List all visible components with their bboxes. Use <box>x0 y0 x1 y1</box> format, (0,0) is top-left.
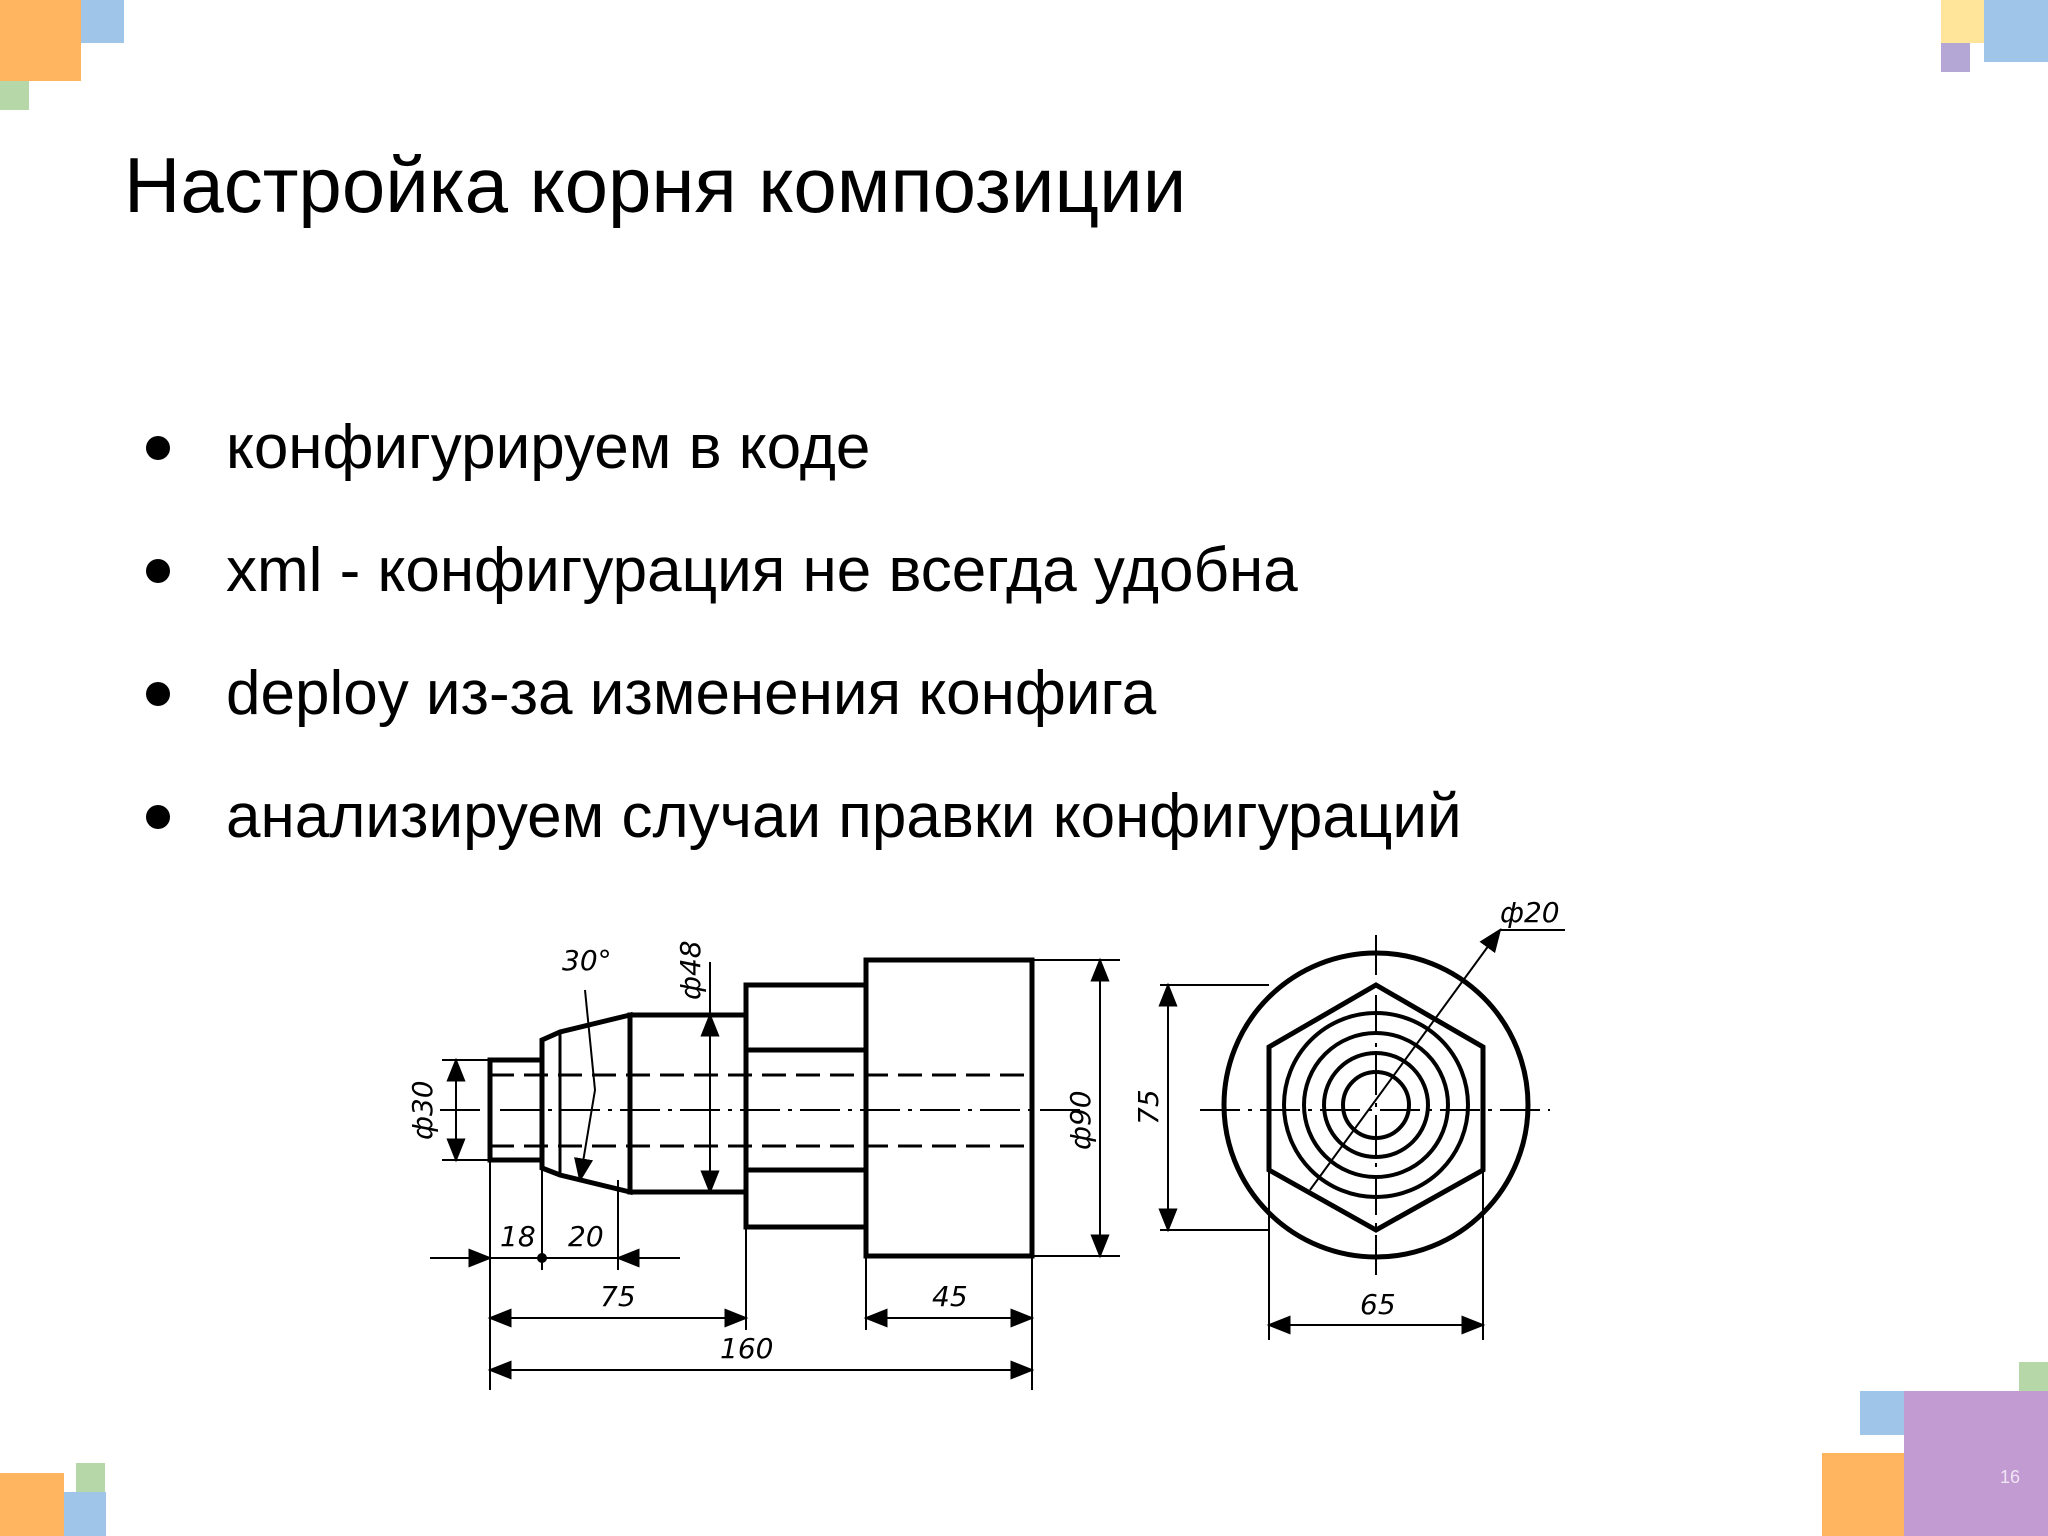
dimension-labels <box>406 896 1560 1365</box>
front-view <box>1160 930 1565 1340</box>
dim-len75: 75 <box>600 1280 636 1313</box>
dim-len45: 45 <box>932 1280 968 1313</box>
dim-len18: 18 <box>500 1220 536 1253</box>
bullet-list <box>140 400 1462 892</box>
side-view <box>430 960 1120 1390</box>
dim-w65: 65 <box>1360 1288 1396 1321</box>
corner-square-lavender-br <box>1904 1391 2048 1536</box>
shaft-mid-section <box>630 1015 746 1192</box>
bullet-item: конфигурируем в коде <box>140 400 1462 523</box>
dim-len160: 160 <box>720 1332 774 1365</box>
dim-d90: ф90 <box>1064 1090 1097 1150</box>
bullet-dot <box>146 805 170 829</box>
corner-square-blue-tl <box>81 0 124 43</box>
dim-d30: ф30 <box>406 1080 439 1140</box>
dim-angle: 30° <box>562 944 612 977</box>
dim-len20: 20 <box>568 1220 604 1253</box>
dim-d20: ф20 <box>1500 896 1560 929</box>
page-number: 16 <box>2000 1467 2021 1487</box>
corner-square-blue-tr <box>1984 0 2048 62</box>
dim-h75: 75 <box>1132 1089 1165 1125</box>
bullet-dot <box>146 682 170 706</box>
technical-drawing <box>380 890 1580 1410</box>
corner-square-orange-tl <box>0 0 81 81</box>
bullet-item: deploy из-за изменения конфига <box>140 646 1462 769</box>
corner-square-blue-br <box>1860 1391 1904 1435</box>
corner-square-blue-bl <box>64 1492 106 1536</box>
bullet-dot <box>146 436 170 460</box>
dim-d48: ф48 <box>674 940 707 1000</box>
shaft-step-section <box>746 985 866 1227</box>
corner-square-green-bl <box>76 1463 105 1492</box>
slide-title: Настройка корня композиции <box>124 141 1187 229</box>
shaft-large-section <box>866 960 1032 1256</box>
corner-square-green-br <box>2019 1362 2048 1391</box>
corner-square-green-tl <box>0 81 29 110</box>
corner-square-yellow-tr <box>1941 0 1984 43</box>
corner-square-orange-br <box>1822 1453 1904 1536</box>
shaft-taper-section <box>542 1015 630 1192</box>
corner-square-purple-tr <box>1941 43 1970 72</box>
bullet-item: анализируем случаи правки конфигураций <box>140 769 1462 892</box>
corner-square-orange-bl <box>0 1473 64 1536</box>
bullet-dot <box>146 559 170 583</box>
bullet-item: xml - конфигурация не всегда удобна <box>140 523 1462 646</box>
